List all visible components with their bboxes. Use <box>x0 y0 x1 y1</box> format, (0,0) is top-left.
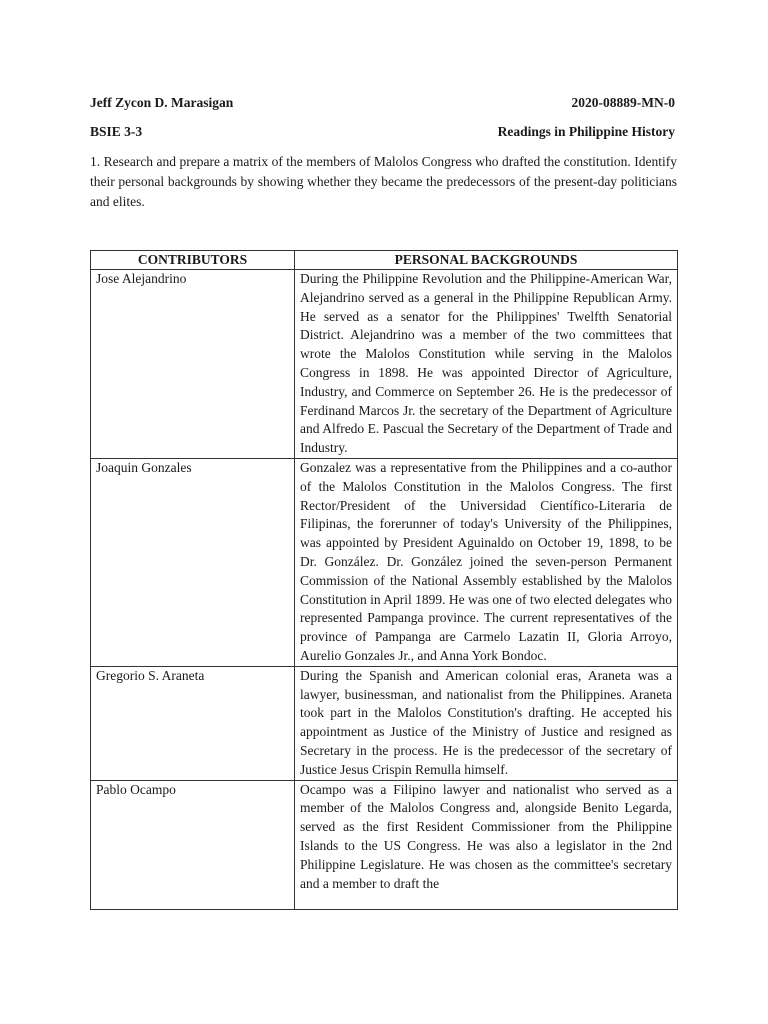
student-name: Jeff Zycon D. Marasigan <box>90 95 234 110</box>
malolos-matrix-table <box>90 250 678 910</box>
personal-background: Gonzalez was a representative from the Philippines and a co-author of the Malolos Constitution in the Malolos Congress. The first Rector/President of the Universidad Científico-Literaria de Filipinas, the forerunner of today's University of the Philippines, was appointed by President Aguinaldo on October 19, 1898, to be Dr. González. Dr. González joined the seven-person Permanent Commission of the National Assembly established by the Malolos Constitution in April 1899. He was one of two elected delegates who represented Pampanga province. The current representatives of the province of Pampanga are Carmelo Lazatin II, Gloria Arroyo, Aurelio Gonzales Jr., and Anna York Bondoc. <box>295 458 678 666</box>
personal-background-cell <box>295 780 678 909</box>
contributor-name: Pablo Ocampo <box>91 780 295 909</box>
personal-background: During the Philippine Revolution and the Philippine-American War, Alejandrino served as a general in the Philippine Republican Army. He served as a senator for the Philippines' Twelfth Senatorial District. Alejandrino was a member of the two committees that wrote the Malolos Constitution while serving in the Malolos Congress in 1898. He was appointed Director of Agriculture, Industry, and Commerce on September 26. He is the predecessor of Ferdinand Marcos Jr. the secretary of the Department of Agriculture and Alfredo E. Pascual the Secretary of the Department of Trade and Industry. <box>295 270 678 459</box>
personal-background: Ocampo was a Filipino lawyer and nationalist who served as a member of the Malolos Congress and, alongside Benito Legarda, served as the first Resident Commissioner from the Philippine Islands to the US Congress. He was also a legislator in the 2nd Philippine Legislature. He was chosen as the committee's secretary and a member to draft the <box>300 781 672 891</box>
student-id: 2020-08889-MN-0 <box>571 95 675 110</box>
table-row <box>91 458 678 666</box>
table-header-row <box>91 251 678 270</box>
table-row <box>91 270 678 459</box>
table-row <box>91 666 678 780</box>
table-row <box>91 780 678 909</box>
contributor-name: Gregorio S. Araneta <box>91 666 295 780</box>
contributor-name: Joaquin Gonzales <box>91 458 295 666</box>
assignment-prompt: 1. Research and prepare a matrix of the members of Malolos Congress who drafted the constitution. Identify their personal backgrounds by showing whether they became the predecessors of the present-day politicians and elites. <box>90 154 677 209</box>
course-title: Readings in Philippine History <box>497 124 675 139</box>
personal-background: During the Spanish and American colonial eras, Araneta was a lawyer, businessman, and nationalist from the Philippines. Araneta took part in the Malolos Constitution's drafting. He accepted his appointment as Justice of the Ministry of Justice and resigned as Secretary in the process. He is the predecessor of the secretary of Justice Jesus Crispin Remulla himself. <box>295 666 678 780</box>
header-row-2 <box>90 124 675 140</box>
header-row-1 <box>90 95 675 111</box>
section: BSIE 3-3 <box>90 124 143 139</box>
column-header-contributors: CONTRIBUTORS <box>91 251 295 270</box>
contributor-name: Jose Alejandrino <box>91 270 295 459</box>
column-header-backgrounds: PERSONAL BACKGROUNDS <box>295 251 678 270</box>
